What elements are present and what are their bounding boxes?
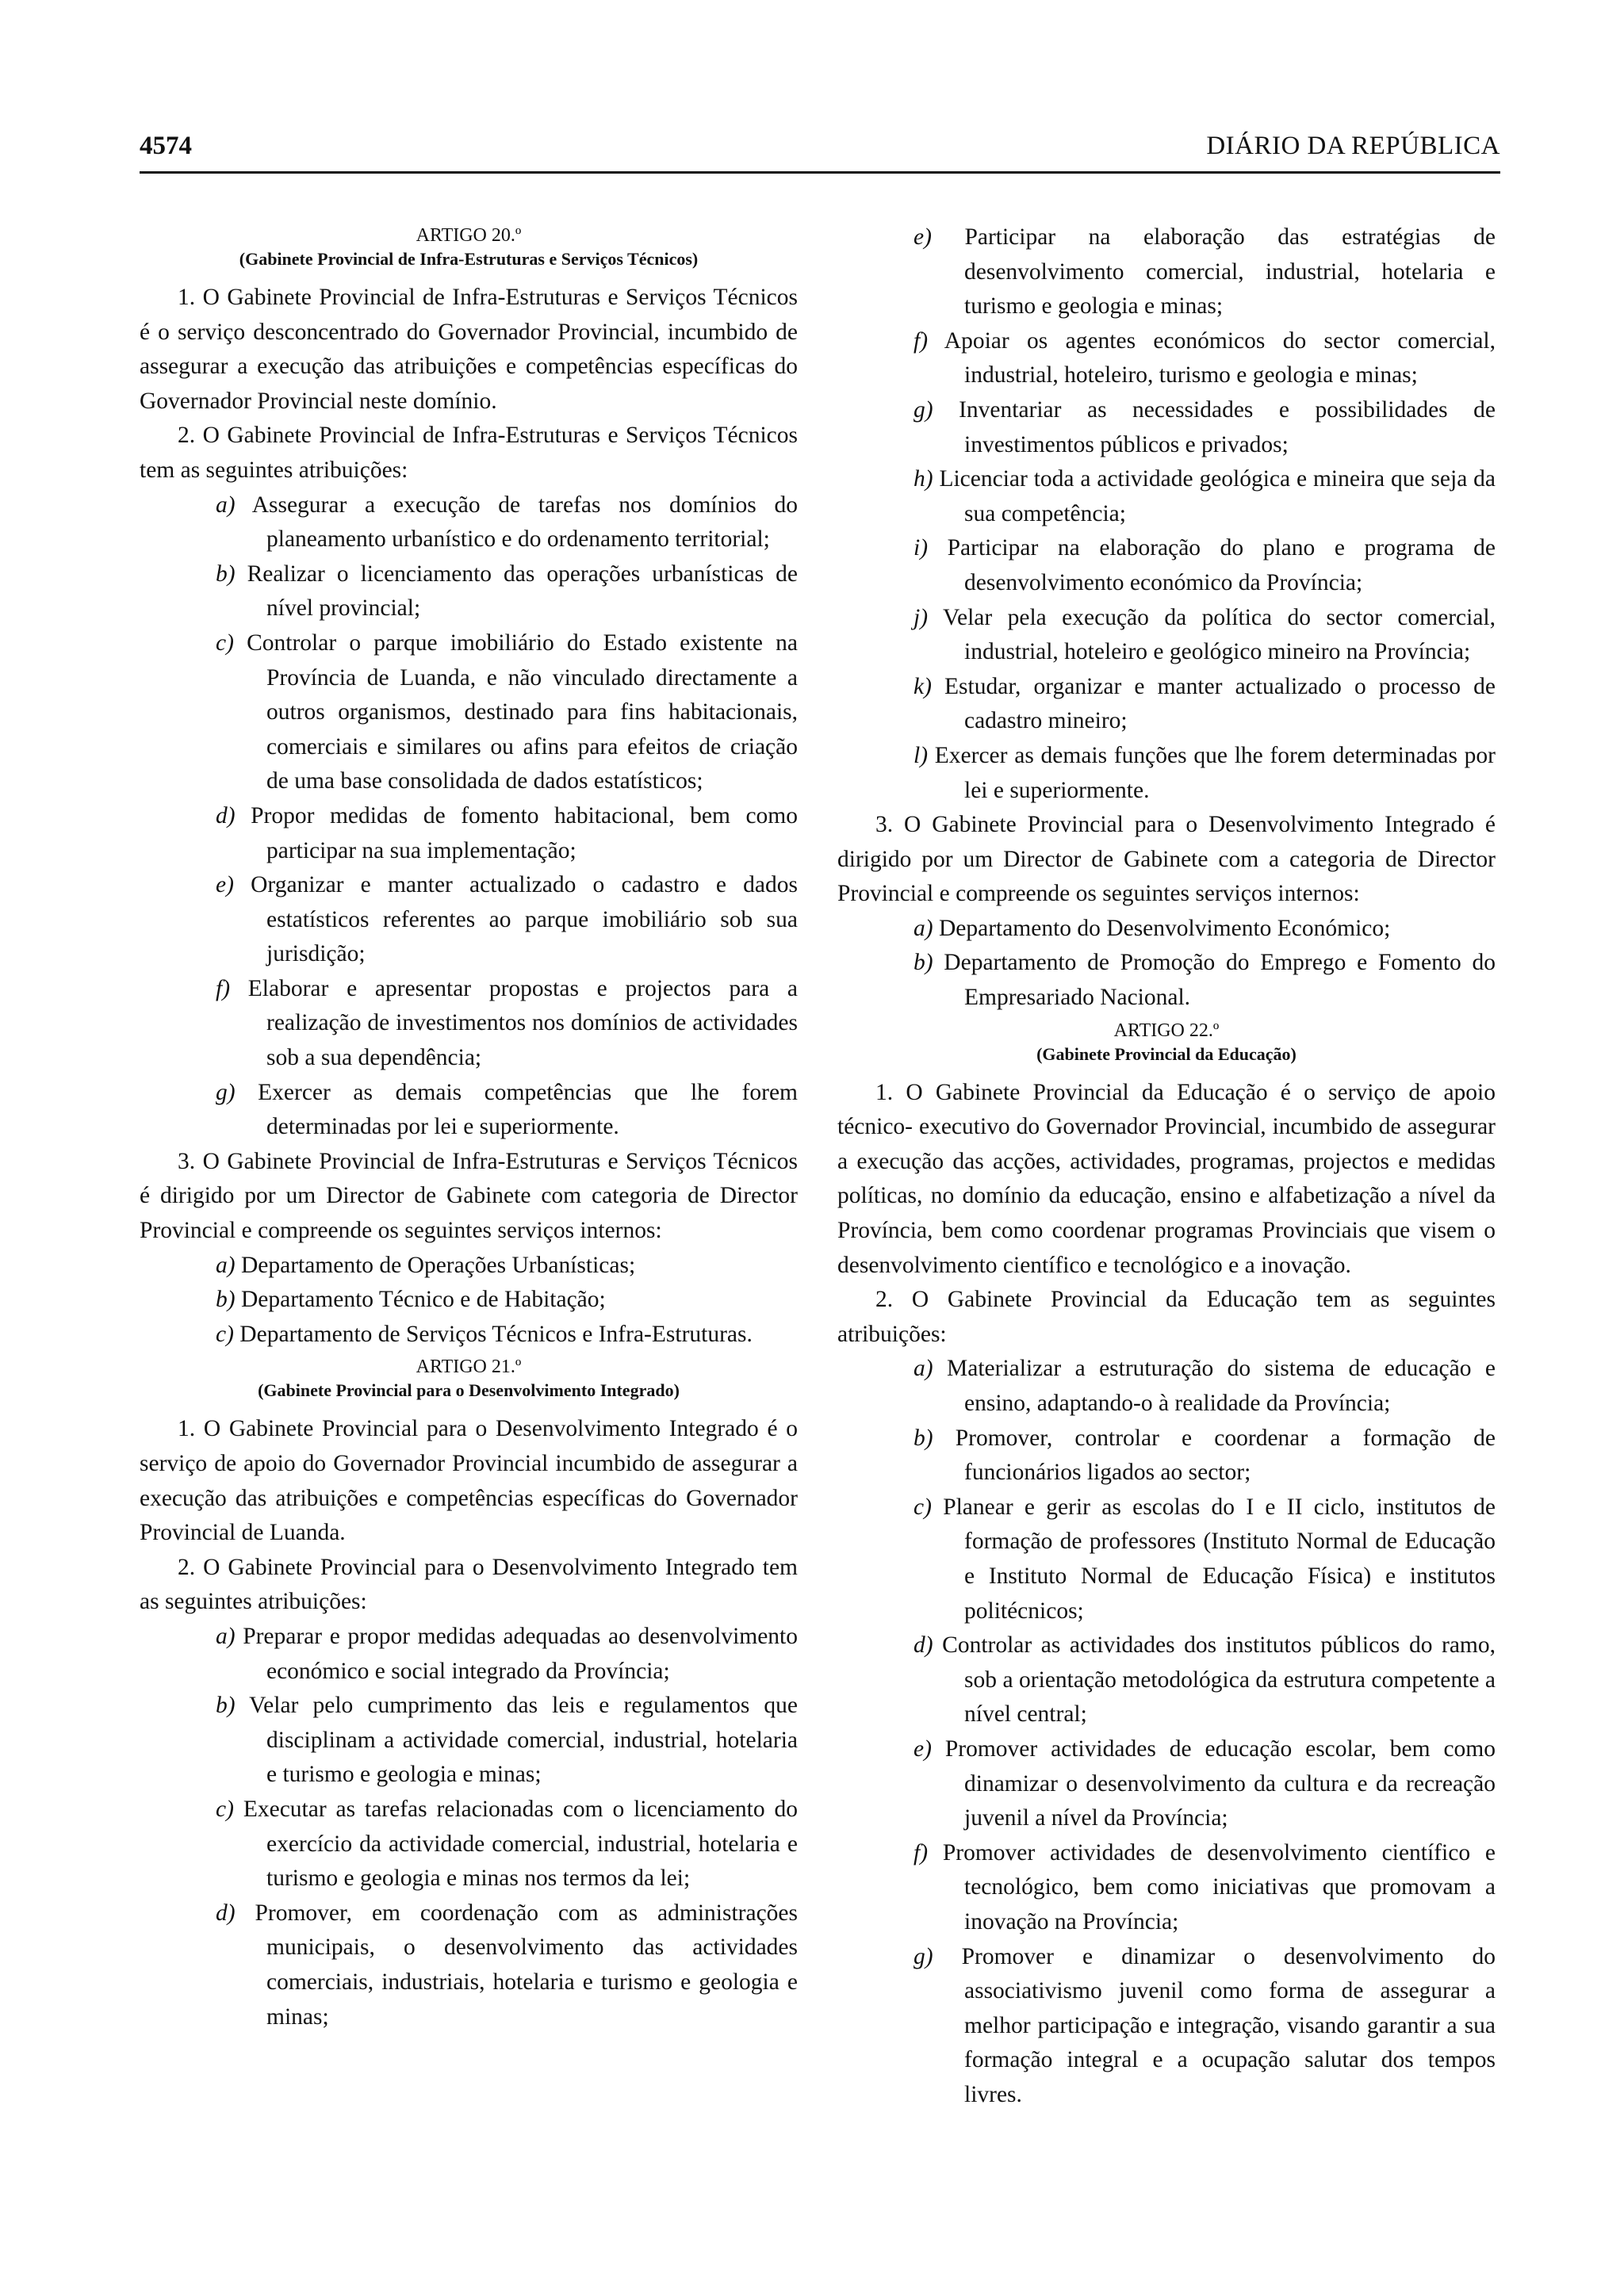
item-letter: a): [216, 1623, 236, 1649]
paragraph: 2. O Gabinete Provincial da Educação tem as seguintes atribuições:: [837, 1287, 1496, 1347]
list-item: [914, 1628, 1496, 1732]
list-item: [216, 557, 798, 626]
paragraph: 1. O Gabinete Provincial para o Desenvolvimento Integrado é o serviço de apoio do Governador Provincial incumbido de assegurar a execução das atribuições e competências específicas do Governador Provincial de Luanda.: [140, 1416, 798, 1546]
item-text: Licenciar toda a actividade geológica e mineira que seja da sua competência;: [939, 466, 1496, 526]
item-text: Realizar o licenciamento das operações urbanísticas de nível provincial;: [247, 561, 798, 622]
list-item: [914, 739, 1496, 808]
item-text: Exercer as demais funções que lhe forem determinadas por lei e superiormente.: [934, 742, 1496, 803]
item-text: Departamento do Desenvolvimento Económico;: [938, 915, 1391, 941]
item-text: Velar pelo cumprimento das leis e regulamentos que disciplinam a actividade comercial, industrial, hotelaria e turismo e geologia e minas;: [249, 1693, 798, 1788]
item-letter: d): [216, 1900, 236, 1926]
item-letter: c): [216, 1321, 234, 1347]
list-item: [914, 1422, 1496, 1490]
list-item: [216, 1896, 798, 2034]
item-letter: g): [914, 396, 933, 423]
item-text: Planear e gerir as escolas do I e II ciclo, institutos de formação de professores (Instituto Normal de Educação e Instituto Normal de Educação Física) e institutos politécnicos;: [943, 1494, 1496, 1624]
list-item: [216, 972, 798, 1076]
item-letter: b): [216, 1287, 236, 1313]
item-text: Departamento Técnico e de Habitação;: [240, 1287, 606, 1313]
list-item: [914, 1352, 1496, 1421]
list-item: [216, 488, 798, 557]
item-letter: l): [914, 742, 929, 768]
item-letter: a): [914, 915, 933, 941]
article-22-title: ARTIGO 22.º: [1113, 1020, 1220, 1041]
right-column: [837, 220, 1496, 2112]
item-letter: b): [914, 950, 933, 976]
list-item: [216, 868, 798, 972]
item-letter: f): [216, 975, 231, 1001]
page-number: 4574: [140, 132, 192, 160]
item-letter: c): [914, 1494, 932, 1520]
item-text: Promover actividades de educação escolar, bem como dinamizar o desenvolvimento da cultura e da recreação juvenil a nível da Província;: [944, 1735, 1496, 1831]
list-item: [914, 1836, 1496, 1940]
article-20-subtitle: (Gabinete Provincial de Infra-Estruturas e Serviços Técnicos): [239, 249, 699, 269]
item-letter: a): [216, 1252, 236, 1278]
list-item: [216, 1076, 799, 1145]
item-letter: b): [216, 1693, 236, 1719]
list-item: [914, 393, 1496, 462]
item-text: Promover e dinamizar o desenvolvimento do associativismo juvenil como forma de assegurar a melhor participação e integração, visando garantir a sua formação integral e a ocupação salutar dos tempos livres.: [961, 1943, 1496, 2107]
item-text: Participar na elaboração do plano e programa de desenvolvimento económico da Província;: [947, 535, 1496, 595]
item-letter: j): [914, 604, 929, 630]
item-text: Velar pela execução da política do sector comercial, industrial, hoteleiro e geológico mineiro na Província;: [942, 604, 1496, 665]
item-text: Materializar a estruturação do sistema de educação e ensino, adaptando-o à realidade da Província;: [947, 1356, 1496, 1416]
item-text: Executar as tarefas relacionadas com o licenciamento do exercício da actividade comercial, industrial, hotelaria e turismo e geologia e minas nos termos da lei;: [243, 1796, 799, 1892]
item-text: Promover, controlar e coordenar a formação de funcionários ligados ao sector;: [955, 1425, 1496, 1486]
paragraph: 3. O Gabinete Provincial de Infra-Estruturas e Serviços Técnicos é dirigido por um Director de Gabinete com categoria de Director Provincial e compreende os seguintes serviços internos:: [140, 1148, 798, 1244]
dept-item: [216, 1318, 798, 1353]
list-item: [914, 220, 1496, 324]
item-text: Estudar, organizar e manter actualizado o processo de cadastro mineiro;: [944, 673, 1496, 734]
dept-item: [914, 912, 1496, 947]
item-letter: h): [914, 466, 933, 492]
item-text: Controlar o parque imobiliário do Estado existente na Província de Luanda, e não vinculado directamente a outros organismos, destinado para fins habitacionais, comerciais e similares ou afins para efeitos de criação de uma base consolidada de dados estatísticos;: [247, 629, 798, 794]
list-item: [914, 1490, 1496, 1628]
item-letter: f): [914, 327, 929, 354]
item-letter: g): [216, 1079, 236, 1105]
item-letter: d): [914, 1632, 933, 1659]
article-22-subtitle: (Gabinete Provincial da Educação): [1036, 1043, 1297, 1064]
item-text: Departamento de Serviços Técnicos e Infra-Estruturas.: [239, 1321, 753, 1347]
paragraph: 2. O Gabinete Provincial de Infra-Estruturas e Serviços Técnicos tem as seguintes atribuições:: [140, 423, 798, 483]
dept-item: [216, 1283, 798, 1318]
item-text: Elaborar e apresentar propostas e projectos para a realização de investimentos nos domínios de actividades sob a sua dependência;: [247, 975, 798, 1071]
item-letter: i): [914, 535, 929, 561]
item-text: Departamento de Promoção do Emprego e Fomento do Empresariado Nacional.: [944, 950, 1496, 1011]
item-text: Inventariar as necessidades e possibilidades de investimentos públicos e privados;: [959, 396, 1496, 457]
list-item: [216, 1620, 799, 1689]
item-text: Controlar as actividades dos institutos públicos do ramo, sob a orientação metodológica da estrutura competente a nível central;: [942, 1632, 1496, 1728]
item-text: Preparar e propor medidas adequadas ao desenvolvimento económico e social integrado da Província;: [243, 1623, 799, 1684]
list-item: [914, 462, 1496, 531]
paragraph: 3. O Gabinete Provincial para o Desenvolvimento Integrado é dirigido por um Director de Gabinete com a categoria de Director Provincial e compreende os seguintes serviços internos:: [837, 812, 1496, 907]
item-letter: d): [216, 802, 236, 828]
item-letter: b): [914, 1425, 933, 1451]
item-letter: e): [216, 872, 234, 898]
list-item: [914, 601, 1496, 670]
item-text: Departamento de Operações Urbanísticas;: [240, 1252, 636, 1278]
item-letter: c): [216, 1796, 234, 1822]
list-item: [914, 531, 1496, 600]
list-item: [914, 1732, 1496, 1836]
item-letter: k): [914, 673, 932, 699]
item-letter: a): [914, 1356, 933, 1382]
list-item: [216, 626, 798, 799]
item-text: Promover actividades de desenvolvimento científico e tecnológico, bem como iniciativas que promovam a inovação na Província;: [942, 1839, 1496, 1934]
item-text: Participar na elaboração das estratégias de desenvolvimento comercial, industrial, hotelaria e turismo e geologia e minas;: [964, 224, 1496, 320]
paragraph: 1. O Gabinete Provincial de Infra-Estruturas e Serviços Técnicos é o serviço desconcentrado do Governador Provincial, incumbido de assegurar a execução das atribuições e competências específicas do Governador Provincial neste domínio.: [140, 285, 798, 414]
list-item: [216, 1689, 798, 1793]
list-item: [216, 799, 798, 868]
page-header: [140, 127, 1500, 174]
paragraph: 1. O Gabinete Provincial da Educação é o serviço de apoio técnico- executivo do Governador Provincial, incumbido de assegurar a execução das acções, actividades, programas, projectos e medidas políticas, no domínio da educação, ensino e alfabetização a nível da Província, bem como coordenar programas Provinciais que visem o desenvolvimento científico e tecnológico e a inovação.: [837, 1079, 1496, 1278]
article-21-subtitle: (Gabinete Provincial para o Desenvolvimento Integrado): [258, 1380, 680, 1401]
item-letter: c): [216, 629, 234, 656]
list-item: [914, 670, 1496, 739]
item-text: Assegurar a execução de tarefas nos domínios do planeamento urbanístico e do ordenamento territorial;: [251, 492, 798, 553]
item-letter: a): [216, 492, 236, 518]
list-item: [914, 324, 1496, 393]
paragraph: 2. O Gabinete Provincial para o Desenvolvimento Integrado tem as seguintes atribuições:: [140, 1554, 798, 1615]
item-text: Promover, em coordenação com as administrações municipais, o desenvolvimento das actividades comerciais, industriais, hotelaria e turismo e geologia e minas;: [255, 1900, 798, 2030]
item-text: Organizar e manter actualizado o cadastro e dados estatísticos referentes ao parque imobiliário sob sua jurisdição;: [251, 872, 798, 967]
journal-title: DIÁRIO DA REPÚBLICA: [1206, 132, 1500, 160]
left-column: [140, 220, 798, 2034]
article-20-title: ARTIGO 20.º: [416, 225, 522, 246]
item-letter: e): [914, 224, 932, 250]
item-letter: b): [216, 561, 236, 587]
article-21-title: ARTIGO 21.º: [416, 1357, 522, 1378]
item-letter: g): [914, 1943, 933, 1969]
item-text: Exercer as demais competências que lhe forem determinadas por lei e superiormente.: [258, 1079, 799, 1140]
item-text: Apoiar os agentes económicos do sector comercial, industrial, hoteleiro, turismo e geologia e minas;: [944, 327, 1496, 388]
item-letter: f): [914, 1839, 929, 1866]
item-letter: e): [914, 1735, 932, 1762]
dept-item: [914, 946, 1496, 1015]
dept-item: [216, 1249, 798, 1284]
item-text: Propor medidas de fomento habitacional, bem como participar na sua implementação;: [251, 802, 798, 863]
list-item: [216, 1793, 799, 1896]
list-item: [914, 1940, 1496, 2113]
